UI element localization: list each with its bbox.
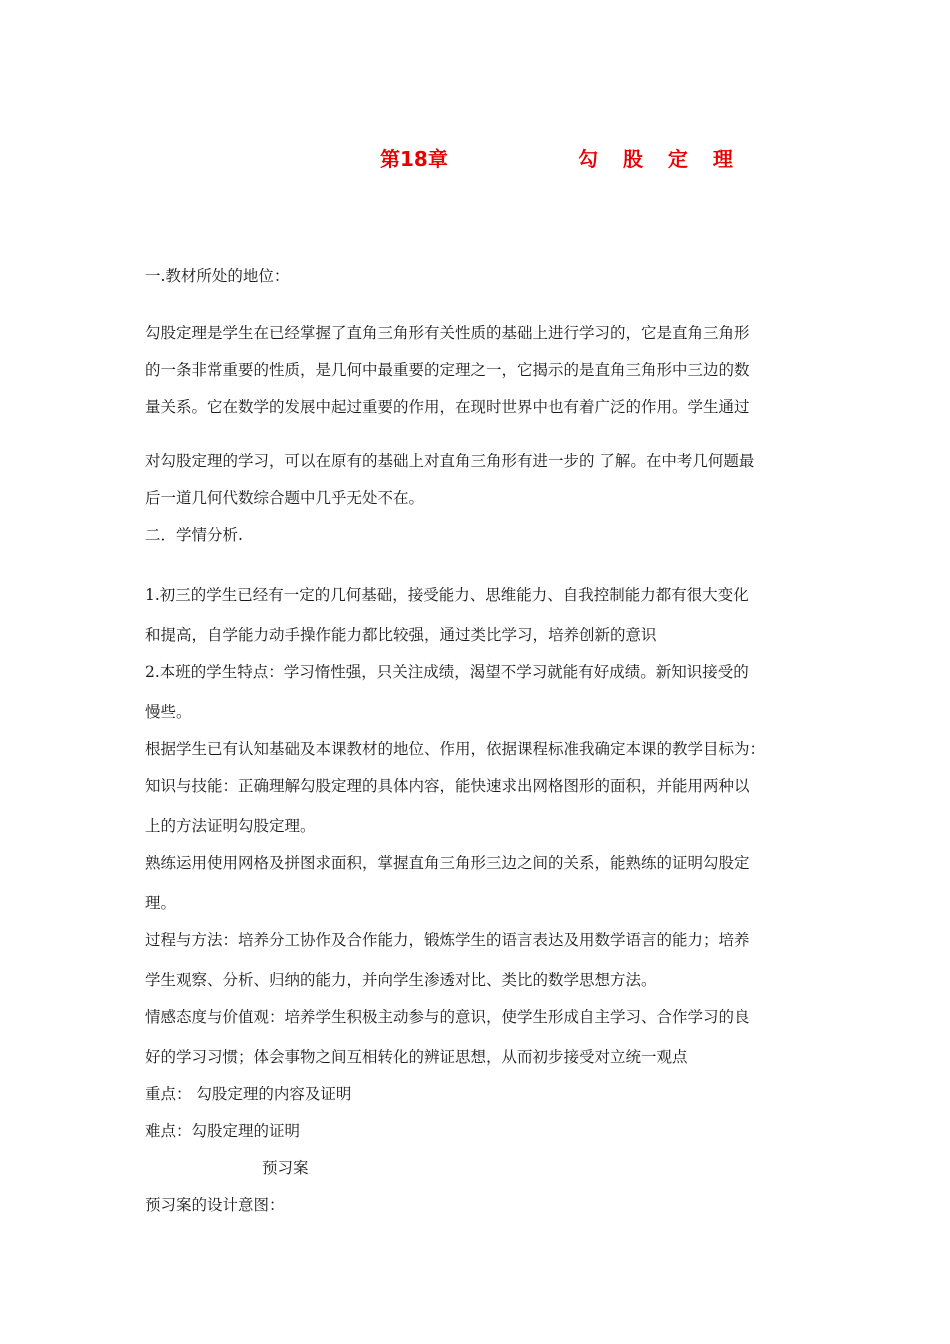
paragraph-line: 学生观察、分析、归纳的能力，并向学生渗透对比、类比的数学思想方法。 [145, 971, 657, 989]
preview-plan-heading: 预习案 [262, 1159, 309, 1177]
paragraph-line: 上的方法证明勾股定理。 [145, 817, 316, 835]
section-heading-position: 一.教材所处的地位： [145, 267, 290, 285]
chapter-name: 勾 股 定 理 [578, 147, 742, 171]
paragraph-line: 和提高，自学能力动手操作能力都比较强，通过类比学习，培养创新的意识 [145, 626, 657, 644]
paragraph-line: 后一道几何代数综合题中几乎无处不在。 [145, 489, 425, 507]
paragraph-line: 的一条非常重要的性质，是几何中最重要的定理之一，它揭示的是直角三角形中三边的数 [145, 361, 750, 379]
chapter-title [0, 144, 950, 174]
paragraph-line: 1.初三的学生已经有一定的几何基础，接受能力、思维能力、自我控制能力都有很大变化 [145, 586, 749, 604]
paragraph-line: 量关系。它在数学的发展中起过重要的作用，在现时世界中也有着广泛的作用。学生通过 [145, 398, 750, 416]
chapter-number: 第18章 [380, 147, 448, 171]
preview-plan-intent: 预习案的设计意图： [145, 1196, 285, 1214]
key-point-line: 重点： 勾股定理的内容及证明 [145, 1085, 352, 1103]
section-heading-analysis: 二．学情分析. [145, 526, 243, 544]
paragraph-line: 根据学生已有认知基础及本课教材的地位、作用，依据课程标准我确定本课的教学目标为： [145, 740, 766, 758]
paragraph-line: 2.本班的学生特点：学习惰性强，只关注成绩，渴望不学习就能有好成绩。新知识接受的 [145, 663, 749, 681]
difficulty-line: 难点：勾股定理的证明 [145, 1122, 301, 1140]
paragraph-line: 勾股定理是学生在已经掌握了直角三角形有关性质的基础上进行学习的，它是直角三角形 [145, 324, 750, 342]
paragraph-line: 熟练运用使用网格及拼图求面积，掌握直角三角形三边之间的关系，能熟练的证明勾股定 [145, 854, 750, 872]
paragraph-line: 对勾股定理的学习，可以在原有的基础上对直角三角形有进一步的 了解。在中考几何题最 [145, 452, 755, 470]
paragraph-line: 理。 [145, 894, 177, 912]
paragraph-line: 情感态度与价值观：培养学生积极主动参与的意识，使学生形成自主学习、合作学习的良 [145, 1008, 750, 1026]
paragraph-line: 过程与方法：培养分工协作及合作能力，锻炼学生的语言表达及用数学语言的能力；培养 [145, 931, 750, 949]
paragraph-line: 好的学习习惯；体会事物之间互相转化的辨证思想，从而初步接受对立统一观点 [145, 1048, 688, 1066]
paragraph-line: 知识与技能：正确理解勾股定理的具体内容，能快速求出网格图形的面积，并能用两种以 [145, 777, 750, 795]
paragraph-line: 慢些。 [145, 703, 192, 721]
